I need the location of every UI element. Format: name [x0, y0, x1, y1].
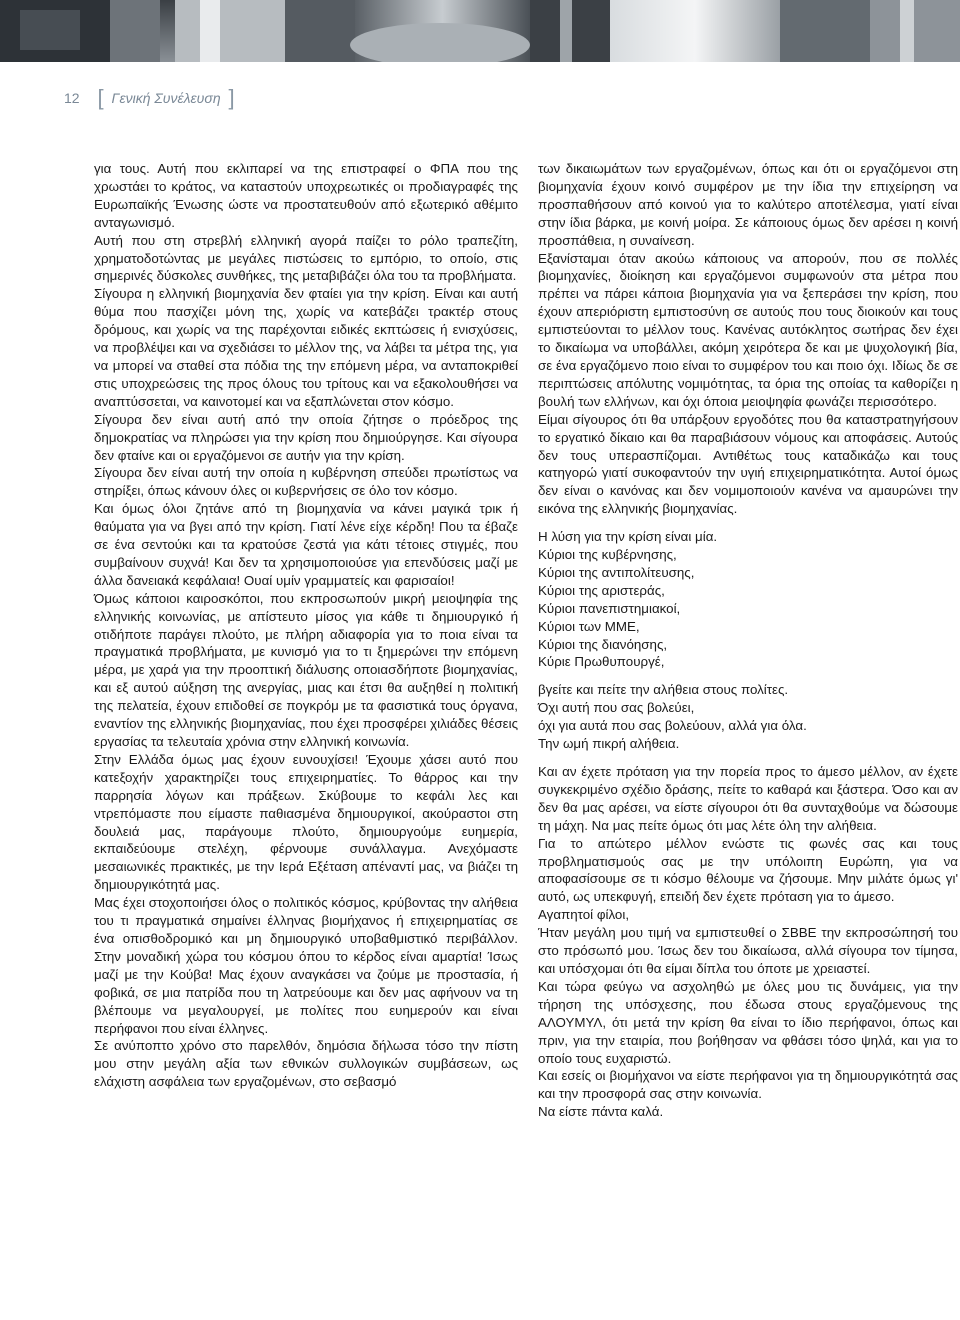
truth-line: Όχι αυτή που σας βολεύει, — [538, 700, 695, 716]
address-line: Η λύση για την κρίση είναι μία. — [538, 529, 718, 545]
paragraph: των δικαιωμάτων των εργαζομένων, όπως και ότι οι εργαζόμενοι στη βιομηχανία έχουν κοινό συμφέρον με την ίδια την επιχείρηση να προσπαθήσουν από κοινού για το καλύτερο αποτέλεσμα, γιατί είναι στην ίδια βάρκα, με κοινή μοίρα. Σε κάποιους όμως δεν αρέσει η κοινή προσπάθεια, η συναίνεση. — [538, 161, 958, 248]
paragraph: Σίγουρα η ελληνική βιομηχανία δεν φταίει για την κρίση. Είναι και αυτή θύμα που πασχίζει μόνη της, χωρίς να κατεβάζει τρακτέρ στους δρόμους, και χωρίς να της παρέχονται ειδικές εκπτώσεις ή ενισχύσεις, να προβλέψει και να σχεδιάσει το μέλλον της, να λάβει τα μέτρα της, για να μπορεί να σταθεί στα πόδια της την επόμενη μέρα, να ανταποκριθεί στις υποχρεώσεις της προς όλους του τρίτους και να εξακολουθήσει να αναπτύσσεται, να καινοτομεί και να εξαπλώνεται στον κόσμο. — [94, 286, 518, 409]
paragraph: για τους. Αυτή που εκλιπαρεί να της επιστραφεί ο ΦΠΑ που της χρωστάει το κράτος, να καταστούν υποχρεωτικές οι προδιαγραφές της Ευρωπαϊκής Ένωσης ώστε να προστατευθούν από εξωτερικό αθέμιτο ανταγωνισμό. — [94, 161, 518, 230]
paragraph: Και εσείς οι βιομήχανοι να είστε περήφανοι για τη δημιουργικότητά σας και την προσφορά σας στην κοινωνία. — [538, 1068, 958, 1102]
paragraph: Ήταν μεγάλη μου τιμή να εμπιστευθεί ο ΣΒΒΕ την εκπροσώπησή του στο πρόσωπό μου. Ίσως δεν του δικαίωσα, αλλά σίγουρα τον τίμησα, και υπόσχομαι ότι θα είμαι δίπλα του όποτε με χρειαστεί. — [538, 925, 958, 976]
bracket-close: ] — [228, 85, 235, 110]
truth-line: Την ωμή πικρή αλήθεια. — [538, 736, 680, 752]
paragraph: Για το απώτερο μέλλον ενώστε τις φωνές σας και τους προβληματισμούς σας με την υπόλοιπη Ευρώπη, για να αποφασίσουμε σε τι κόσμο θέλουμε να ζήσουμε. Μην μιλάτε όμως γι' αυτό, ως υπεκφυγή, επειδή δεν έχετε πρόταση για το άμεσο. — [538, 835, 958, 905]
paragraph: Και τώρα φεύγω να ασχοληθώ με όλες μου τις δυνάμεις, για την τήρηση της υπόσχεσης, που έδωσα στους εργαζόμενους της ΑΛΟΥΜΥΛ, ότι μετά την κρίση θα είναι το ίδιο περήφανοι, όπως και πριν, για την εταιρία, που βοήθησαν να φθάσει τόσο ψηλά, και για το οποίο τους ευχαριστώ. — [538, 978, 958, 1066]
truth-line: βγείτε και πείτε την αλήθεια στους πολίτες. — [538, 682, 789, 698]
closing-salutation: Αγαπητοί φίλοι, — [538, 907, 630, 923]
page-number: 12 — [64, 90, 80, 106]
address-line: Κύριοι πανεπιστημιακοί, — [538, 600, 681, 616]
address-line: Κύριοι της αντιπολίτευσης, — [538, 564, 695, 580]
address-line: Κύριοι της διανόησης, — [538, 636, 668, 652]
paragraph: Είμαι σίγουρος ότι θα υπάρξουν εργοδότες που θα καταστρατηγήσουν το εργατικό δίκαιο και θα παραβιάσουν νόμους και αποφάσεις. Αυτούς δεν τους υπερασπίζομαι. Αντιθέτως τους καταδικάζω και τους κατηγορώ γιατί συκοφαντούν την υγιή επιχειρηματικότητα. Αυτοί όμως δεν είναι ο κανόνας και δεν νομιμοποιούν κανένα να αμαυρώνει την εικόνα της ελληνικής βιομηχανίας. — [538, 411, 958, 517]
left-column — [94, 160, 518, 1091]
truth-line: όχι για αυτά που σας βολεύουν, αλλά για όλα. — [538, 718, 807, 734]
industrial-photo — [0, 0, 960, 62]
paragraph: Και αν έχετε πρόταση για την πορεία προς το άμεσο μέλλον, αν έχετε συγκεκριμένο σχέδιο δράσης, πείτε το καθαρά και ξάστερα. Όσο και αν δεν θα μας αρέσει, να είστε σίγουροι ότι θα συνταχθούμε να δώσουμε τη μάχη. Να μας πείτε όμως ότι μας λέτε όλη την αλήθεια. — [538, 764, 958, 833]
paragraph: Σε ανύποπτο χρόνο στο παρελθόν, δημόσια δήλωσα τόσο την πίστη μου στην μεγάλη αξία των εθνικών συλλογικών συμβάσεων, ως ελάχιστη ασφάλεια των εργαζομένων, στο σεβασμό — [94, 1038, 518, 1090]
right-column — [538, 160, 958, 1121]
closing-line: Να είστε πάντα καλά. — [538, 1104, 664, 1120]
address-line: Κύριε Πρωθυπουργέ, — [538, 654, 665, 670]
address-line: Κύριοι της αριστεράς, — [538, 582, 665, 598]
section-title: Γενική Συνέλευση — [111, 90, 221, 106]
paragraph: Στην Ελλάδα όμως μας έχουν ευνουχίσει! Έχουμε χάσει αυτό που κατεξοχήν χαρακτηρίζει τους επιχειρηματίες. Το θάρρος και την παρρησία λόγων και πράξεων. Σκύβουμε το κεφάλι λες και ντρεπόμαστε που είμαστε παθιασμένα δημιουργικοί, ακούραστοι στη δουλειά μας, παράγουμε πλούτο, δημιουργούμε ευημερία, εκπαιδεύουμε στελέχη, φέρνουμε συνάλλαγμα. Ανεχόμαστε μεσαιωνικές πρακτικές, με την Ιερά Εξέταση απέναντί μας, να βιάζει τη δημιουργικότητά μας. — [94, 751, 518, 893]
address-line: Κύριοι των ΜΜΕ, — [538, 618, 640, 634]
paragraph: Εξανίσταμαι όταν ακούω κάποιους να απορούν, που σε πολλές βιομηχανίες, διοίκηση και εργαζόμενοι συμφωνούν στα μέτρα που πρέπει να πάρει κάποια βιομηχανία για να ξεπεράσει την κρίση, που έχουν απεριόριστη εμπιστοσύνη σε αυτούς που τους διοικούν και τους εμπιστεύονται το μέλλον τους. Κανένας αυτόκλητος σωτήρας δεν έχει το δικαίωμα να υποβάλλει, ακόμη χειρότερα δε και με ψυχολογική βία, σε ένα εργαζόμενο ποιο είναι το συμφέρον του και ποιο όχι. Ιδίως δε σε περιπτώσεις απόλυτης νομιμότητας, τα όρια της οποίας τα καθορίζει η βουλή των ελλήνων, και όχι όποια μειοψηφία φωνάζει περισσότερο. — [538, 250, 958, 409]
paragraph: Σίγουρα δεν είναι αυτή την οποία η κυβέρνηση σπεύδει πρωτίστως να στηρίξει, όπως κάνουν όλες οι κυβερνήσεις σε όλο τον κόσμο. — [94, 465, 518, 499]
paragraph: Μας έχει στοχοποιήσει όλος ο πολιτικός κόσμος, κρύβοντας την αλήθεια του τι πραγματικά σημαίνει έλληνας βιομήχανος ή επιχειρηματίας σε ένα οπισθοδρομικό και μη δημιουργικό υποβαθμιστικό περιβάλλον. Στην μοναδική χώρα του κόσμου όπου το κέρδος είναι αμαρτία! Ίσως μαζί με την Κούβα! Μας έχουν αναγκάσει να ζούμε με προστασία, ή φοβικά, σε μια πατρίδα που τη λατρεύουμε και δεν μας αφήνουν να τη βλέπουμε να μεγαλουργεί, με πολίτες που ευημερούν και είναι περήφανοι που είναι έλληνες. — [94, 895, 518, 1036]
address-line: Κύριοι της κυβέρνησης, — [538, 547, 677, 563]
paragraph: Σίγουρα δεν είναι αυτή από την οποία ζήτησε ο πρόεδρος της δημοκρατίας να πληρώσει για την κρίση που δημιούργησε. Και σίγουρα δεν φταίνε και οι εργαζόμενοι σε αυτήν για την κρίση. — [94, 411, 518, 463]
paragraph: Όμως κάποιοι καιροσκόποι, που εκπροσωπούν μικρή μειοψηφία της ελληνικής κοινωνίας, με απίστευτο μίσος για κάθε τι δημιουργικό ή οτιδήποτε παράγει πλούτο, με πλήρη αδιαφορία για το ποια είναι τα πραγματικά προβλήματα, με κυνισμό για το τι ξημερώνει την επόμενη μέρα, με χαρά για την προοπτική διάλυσης οποιασδήποτε βιομηχανίας, και εξ αυτού αύξηση της ανεργίας, μιας και έτσι θα αυξηθεί η πολιτική της πελατεία, έχουν επιδοθεί σε πογκρόμ με τα φασιστικά τους όργανα, εναντίον της ελληνικής βιομηχανίας, που έχει προσφέρει χιλιάδες θέσεις εργασίας τα τελευταία χρόνια στην ελληνική κοινωνία. — [94, 590, 518, 749]
header-photo-banner — [0, 0, 960, 62]
paragraph: Αυτή που στη στρεβλή ελληνική αγορά παίζει το ρόλο τραπεζίτη, χρηματοδοτώντας με μεγάλες πιστώσεις το εμπόριο, το οποίο, στις σημερινές δύσκολες συνθήκες, της μεταβιβάζει όλα του τα προβλήματα. — [94, 232, 518, 284]
page-header — [64, 85, 235, 111]
bracket-open: [ — [97, 85, 104, 110]
paragraph: Και όμως όλοι ζητάνε από τη βιομηχανία να κάνει μαγικά τρικ ή θαύματα για να βγει από την κρίση. Γιατί λένε είχε κέρδη! Που τα έβαζε σε ένα σεντούκι και τα κρατούσε ζεστά για κάτι τέτοιες στιγμές, που συμβαίνουν συχνά! Και δεν τα χρησιμοποιούσε για επενδύσεις μαζί με άλλα δανειακά κεφάλαια! Ουαί υμίν γραμματείς και φαρισαίοι! — [94, 501, 518, 588]
